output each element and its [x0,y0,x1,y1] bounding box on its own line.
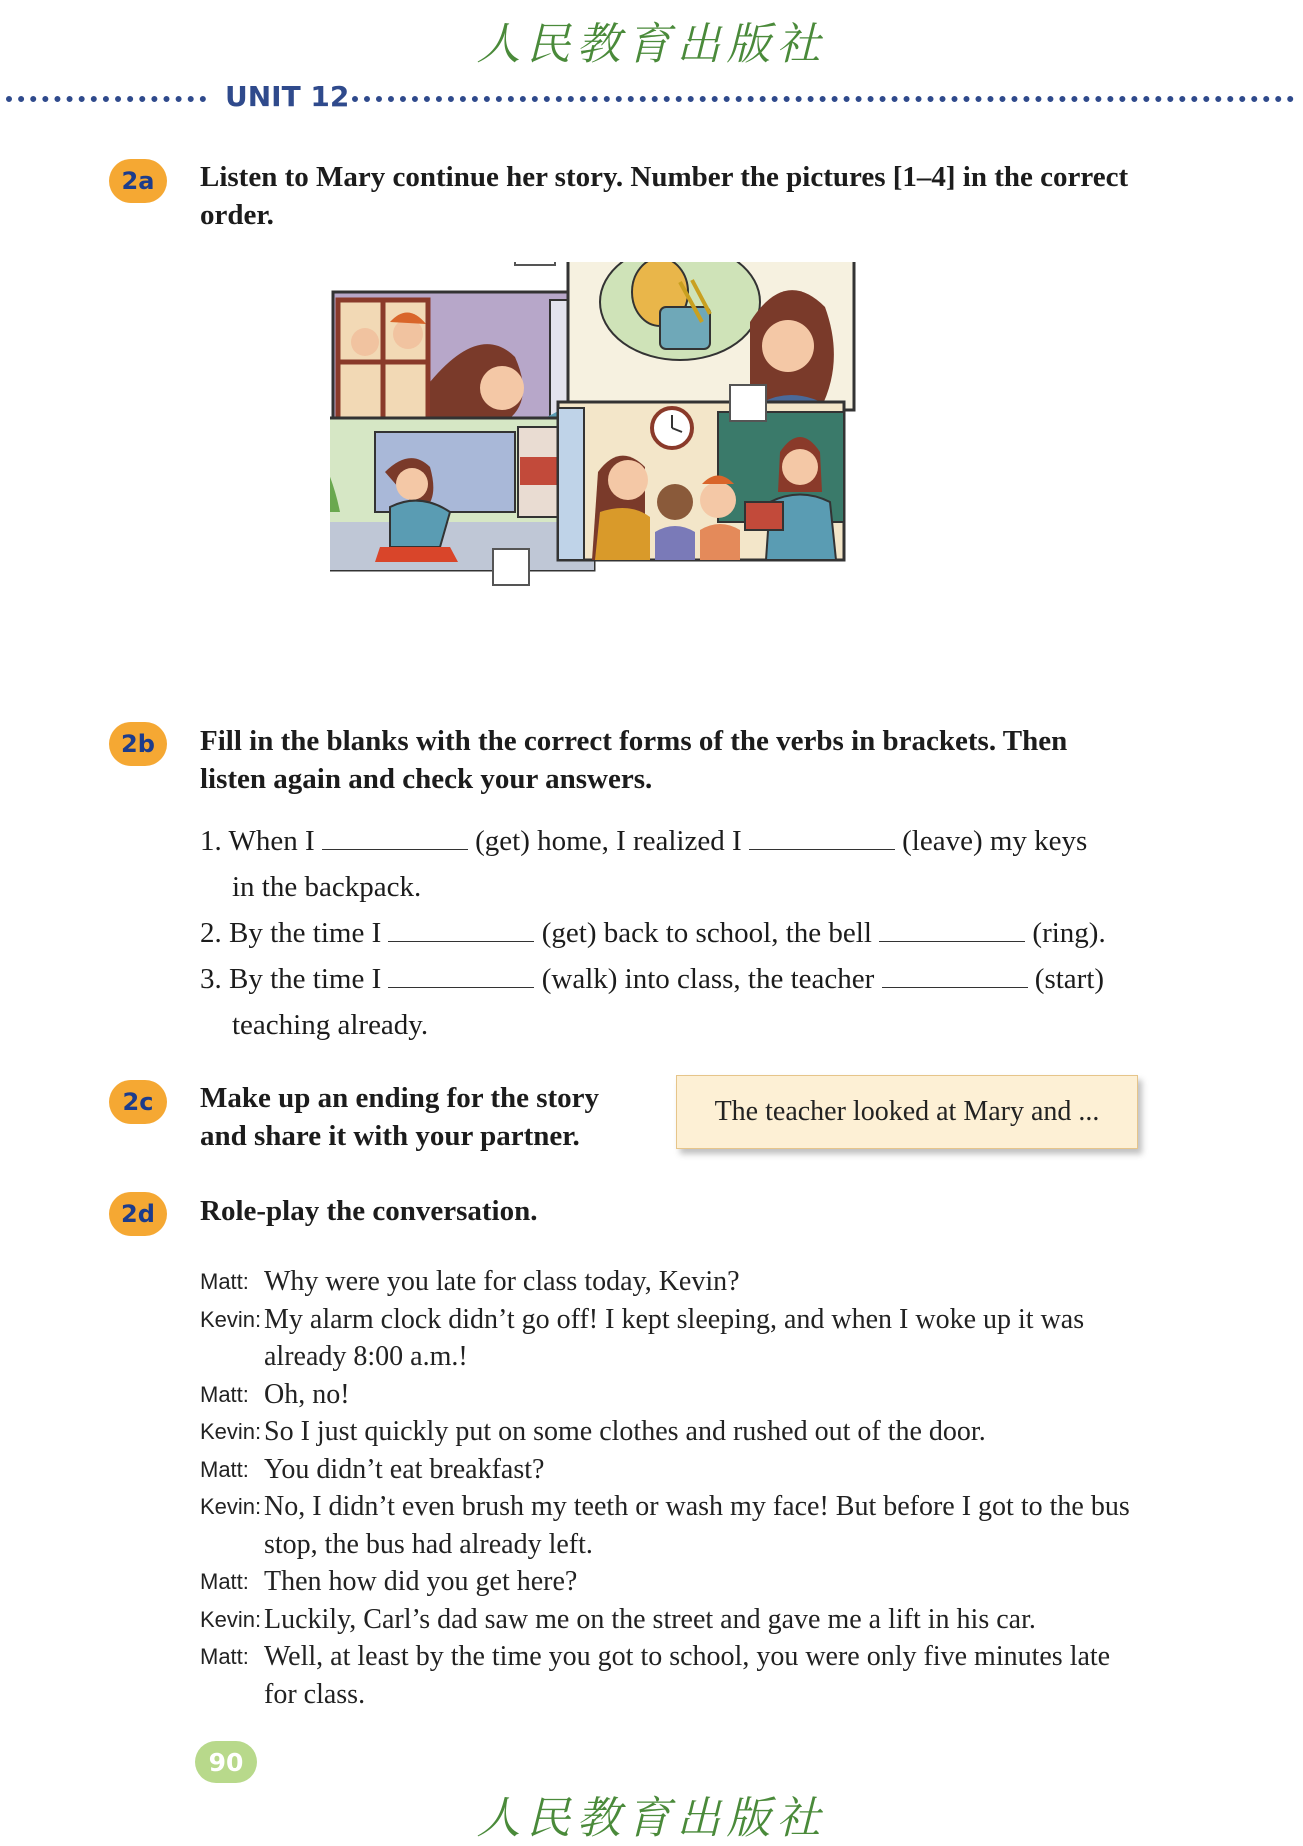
item-text: (walk) into class, the teacher [541,963,875,995]
conversation-line [200,1301,1160,1376]
story-illustration [330,262,1010,672]
instruction-2d: Role-play the conversation. [200,1195,538,1227]
item-number: 3. [200,963,222,995]
answer-blank[interactable] [322,821,468,850]
line-text: So I just quickly put on some clothes and rushed out of the door. [264,1416,986,1447]
answer-blank[interactable] [879,913,1025,942]
conversation-line [200,1413,1160,1451]
item-text: in the backpack. [232,871,422,903]
unit-title: UNIT 12 [225,80,350,113]
panel-running-to-school [330,418,594,570]
item-text: (start) [1034,963,1105,995]
section-badge-2b: 2b [109,722,167,766]
speaker-label: Matt: [200,1269,249,1294]
header-divider-right [352,96,1294,102]
conversation-line [200,1563,1160,1601]
line-text: Luckily, Carl’s dad saw me on the street and gave me a lift in his car. [264,1603,1036,1635]
instruction-2a: Listen to Mary continue her story. Number the pictures [1–4] in the correct order. [200,161,1129,231]
speaker-label: Kevin: [200,1419,262,1444]
exercise-item-3 [200,956,1150,1048]
number-box-3[interactable] [730,385,766,421]
number-box-4[interactable] [493,549,529,585]
item-number: 1. [200,825,222,857]
answer-blank[interactable] [388,913,534,942]
answer-blank[interactable] [388,959,534,988]
conversation-line [200,1601,1160,1639]
item-number: 2. [200,917,222,949]
header-divider-left [6,96,206,102]
exercise-item-2 [200,910,1150,956]
publisher-logo-bottom: 人民教育出版社 [476,1793,827,1844]
speaker-label: Matt: [200,1569,249,1594]
line-text: Why were you late for class today, Kevin? [264,1266,740,1297]
speaker-label: Kevin: [200,1606,262,1632]
item-text: When I [228,825,315,857]
exercise-list [200,818,1150,1048]
conversation [200,1263,1160,1713]
item-text: (ring). [1032,917,1106,949]
conversation-line [200,1638,1160,1713]
section-badge-2c: 2c [109,1080,167,1124]
item-text: teaching already. [232,1009,429,1041]
line-text: My alarm clock didn’t go off! I kept sleeping, and when I woke up it was already 8:00 a.m.! [264,1303,1085,1372]
conversation-line [200,1488,1160,1563]
speaker-label: Kevin: [200,1494,262,1519]
conversation-line [200,1376,1160,1414]
item-text: By the time I [229,917,382,949]
instruction-2c: Make up an ending for the story and share it with your partner. [200,1082,600,1152]
speaker-label: Kevin: [200,1306,262,1332]
section-badge-2d: 2d [109,1192,167,1236]
speaker-label: Matt: [200,1456,249,1482]
publisher-logo-top: 人民教育出版社 [476,19,827,70]
answer-blank[interactable] [882,959,1028,988]
line-text: Then how did you get here? [264,1566,578,1597]
answer-blank[interactable] [749,821,895,850]
item-text: (leave) my keys [902,825,1088,857]
conversation-line [200,1263,1160,1301]
number-box-1[interactable] [515,262,555,265]
page-number: 90 [195,1741,257,1783]
line-text: No, I didn’t even brush my teeth or wash my face! But before I got to the bus stop, the bus had already left. [264,1491,1130,1560]
instruction-2b: Fill in the blanks with the correct forms of the verbs in brackets. Then listen again and check your answers. [200,725,1068,795]
story-prompt-note [676,1075,1138,1149]
conversation-line [200,1451,1160,1489]
line-text: You didn’t eat breakfast? [264,1453,545,1485]
speaker-label: Matt: [200,1381,249,1407]
item-text: (get) back to school, the bell [541,917,872,949]
line-text: Oh, no! [264,1378,350,1410]
item-text: (get) home, I realized I [475,825,742,857]
line-text: Well, at least by the time you got to school, you were only five minutes late for class. [264,1641,1111,1710]
section-badge-2a: 2a [109,159,167,203]
story-prompt-text: The teacher looked at Mary and ... [714,1096,1100,1127]
speaker-label: Matt: [200,1644,249,1669]
exercise-item-1 [200,818,1150,910]
item-text: By the time I [229,963,382,995]
panel-classroom [558,402,844,560]
